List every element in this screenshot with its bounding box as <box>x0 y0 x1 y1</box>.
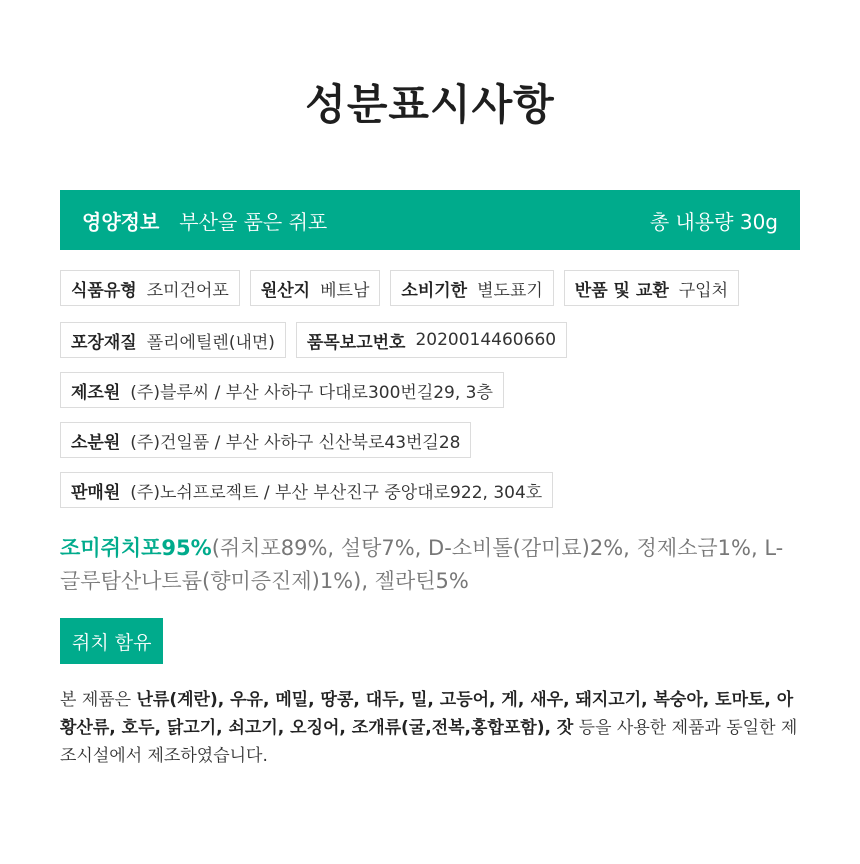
info-row-1 <box>60 270 739 306</box>
info-value: 조미건어포 <box>146 280 229 301</box>
allergen-list: 난류(계란), 우유, 메밀, 땅콩, 대두, 밀, 고등어, 게, 새우, 돼지고기, 복숭아, 토마토, 아황산류, 호두, 닭고기, 쇠고기, 오징어, 조개류(굴,전복,홍합포함), 잣 <box>60 690 794 738</box>
total-content: 총 내용량 30g <box>649 209 778 234</box>
allergy-prefix: 본 제품은 <box>60 690 137 710</box>
info-key: 판매원 <box>71 482 121 503</box>
info-chip-origin <box>250 270 381 306</box>
allergen-badge: 쥐치 함유 <box>60 618 163 664</box>
ingredients-text <box>60 532 800 598</box>
info-row-2 <box>60 322 567 358</box>
product-name: 부산을 품은 쥐포 <box>179 209 328 234</box>
nutrition-bar <box>60 190 800 250</box>
info-value: 구입처 <box>678 280 729 301</box>
info-chip-repacker <box>60 422 471 458</box>
info-value: (주)노쉬프로젝트 / 부산 부산진구 중앙대로922, 304호 <box>130 482 543 503</box>
nutrition-label: 영양정보 <box>82 209 160 234</box>
allergy-notice <box>60 686 800 770</box>
info-row-4 <box>60 422 471 458</box>
info-key: 제조원 <box>71 382 121 403</box>
info-key: 품목보고번호 <box>306 332 406 353</box>
page-title: 성분표시사항 <box>305 80 555 129</box>
info-key: 원산지 <box>260 280 311 301</box>
info-key: 소비기한 <box>401 280 468 301</box>
info-chip-food-type <box>60 270 240 306</box>
info-value: (주)블루씨 / 부산 사하구 다대로300번길29, 3층 <box>130 382 493 403</box>
info-chip-expiry <box>390 270 553 306</box>
info-chip-report-number <box>296 322 567 358</box>
info-key: 반품 및 교환 <box>574 280 669 301</box>
info-value: 별도표기 <box>477 280 543 301</box>
info-chip-return <box>564 270 739 306</box>
info-chip-seller <box>60 472 553 508</box>
info-chip-packaging <box>60 322 286 358</box>
info-value: (주)건일품 / 부산 사하구 신산북로43번길28 <box>130 432 461 453</box>
info-row-5 <box>60 472 553 508</box>
info-value: 폴리에틸렌(내면) <box>146 332 275 353</box>
info-row-3 <box>60 372 504 408</box>
info-value: 베트남 <box>320 280 370 301</box>
info-key: 식품유형 <box>71 280 137 301</box>
main-ingredient: 조미쥐치포95% <box>60 536 212 560</box>
allergy-suffix: 등을 사용한 제품과 동일한 제조시설에서 제조하였습니다. <box>60 718 798 766</box>
ingredient-details: (쥐치포89%, 설탕7%, D-소비톨(감미료)2%, 정제소금1%, L-글루탐산나트륨(향미증진제)1%), 젤라틴5% <box>60 536 784 593</box>
info-key: 소분원 <box>71 432 121 453</box>
info-key: 포장재질 <box>71 332 137 353</box>
info-value: 2020014460660 <box>415 330 557 350</box>
info-chip-manufacturer <box>60 372 504 408</box>
